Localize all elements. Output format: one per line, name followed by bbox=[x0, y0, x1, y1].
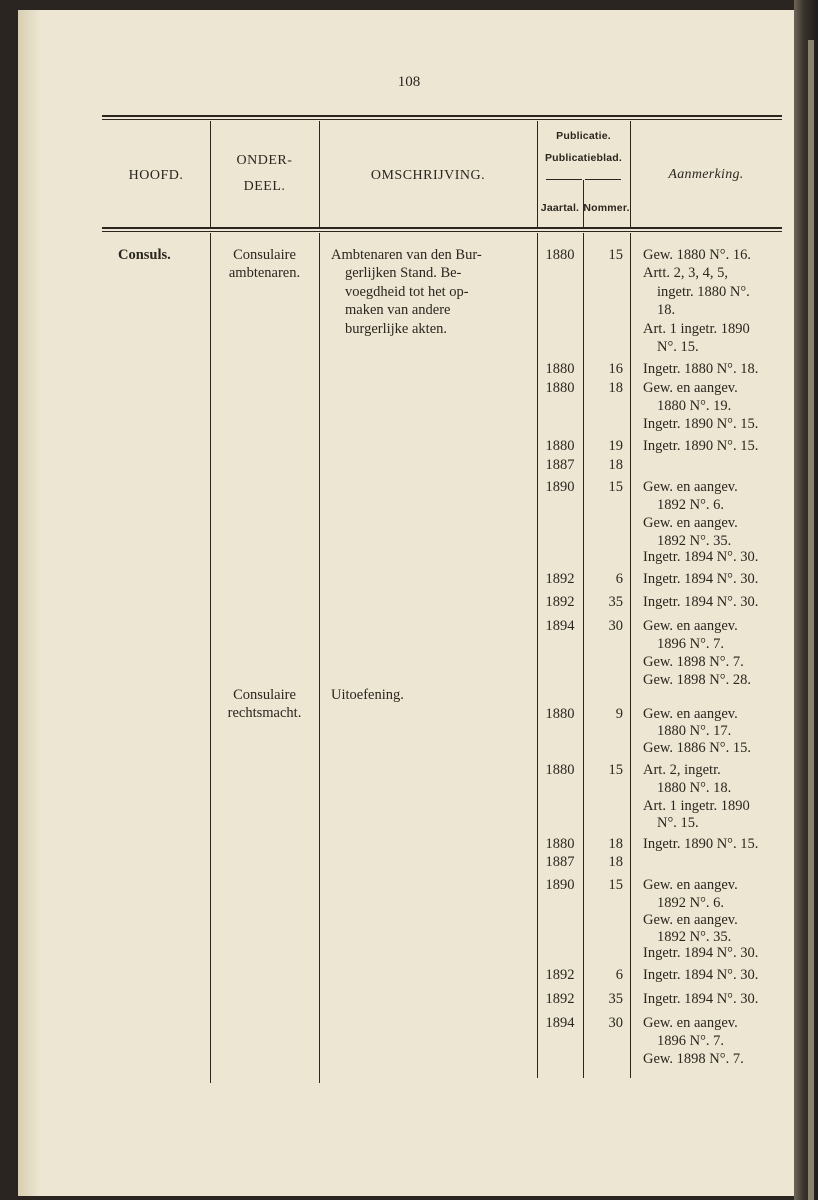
aanmerking-line: Gew. en aangev. bbox=[643, 706, 738, 722]
aanmerking-line: Ingetr. 1894 N°. 30. bbox=[643, 967, 759, 983]
nommer-cell: 15 bbox=[608, 877, 623, 893]
nommer-cell: 35 bbox=[608, 991, 623, 1007]
header-bottom-rule-thin bbox=[102, 231, 782, 232]
aanmerking-line: Gew. 1898 N°. 7. bbox=[643, 1051, 744, 1067]
aanmerking-line: 1892 N°. 6. bbox=[657, 497, 725, 513]
aanmerking-line: Gew. en aangev. bbox=[643, 515, 738, 531]
nommer-cell: 6 bbox=[615, 571, 623, 587]
column-divider bbox=[210, 233, 211, 1083]
aanmerking-line: Ingetr. 1894 N°. 30. bbox=[643, 571, 759, 587]
page-stack-edge bbox=[808, 40, 814, 1200]
nommer-cell: 6 bbox=[615, 967, 623, 983]
aanmerking-line: Gew. en aangev. bbox=[643, 912, 738, 928]
nommer-cell: 15 bbox=[608, 479, 623, 495]
omschrijving-line: maken van andere bbox=[345, 302, 451, 318]
aanmerking-line: 1896 N°. 7. bbox=[657, 1033, 725, 1049]
jaartal-cell: 1892 bbox=[545, 967, 575, 983]
jaartal-cell: 1890 bbox=[545, 877, 575, 893]
nommer-cell: 18 bbox=[608, 457, 623, 473]
nommer-cell: 9 bbox=[615, 706, 623, 722]
jaartal-cell: 1880 bbox=[545, 247, 575, 263]
jaartal-cell: 1880 bbox=[545, 380, 575, 396]
aanmerking-line: 1880 N°. 17. bbox=[657, 723, 732, 739]
jaartal-cell: 1880 bbox=[545, 762, 575, 778]
aanmerking-line: 1892 N°. 35. bbox=[657, 533, 732, 549]
omschrijving-line: Ambtenaren van den Bur- bbox=[331, 247, 482, 263]
aanmerking-line: Ingetr. 1894 N°. 30. bbox=[643, 945, 759, 961]
aanmerking-line: Ingetr. 1894 N°. 30. bbox=[643, 549, 759, 565]
aanmerking-line: Gew. 1880 N°. 16. bbox=[643, 247, 751, 263]
onderdeel-consulaire-rechtsmacht-line2: rechtsmacht. bbox=[227, 705, 302, 721]
aanmerking-line: Gew. 1898 N°. 28. bbox=[643, 672, 751, 688]
column-divider bbox=[319, 233, 320, 1083]
header-top-rule bbox=[102, 115, 782, 117]
aanmerking-line: Gew. en aangev. bbox=[643, 1015, 738, 1031]
aanmerking-line: Artt. 2, 3, 4, 5, bbox=[643, 265, 728, 281]
aanmerking-line: ingetr. 1880 N°. bbox=[657, 284, 750, 300]
header-bottom-rule bbox=[102, 227, 782, 229]
omschrijving-line: burgerlijke akten. bbox=[345, 321, 448, 337]
header-hoofd: HOOFD. bbox=[128, 168, 184, 183]
nommer-cell: 15 bbox=[608, 247, 623, 263]
aanmerking-line: Art. 1 ingetr. 1890 bbox=[643, 798, 750, 814]
aanmerking-line: 1880 N°. 19. bbox=[657, 398, 732, 414]
nommer-cell: 18 bbox=[608, 380, 623, 396]
jaartal-cell: 1890 bbox=[545, 479, 575, 495]
aanmerking-line: 1892 N°. 6. bbox=[657, 895, 725, 911]
header-top-rule-thin bbox=[102, 119, 782, 120]
jaartal-cell: 1880 bbox=[545, 706, 575, 722]
jaartal-cell: 1887 bbox=[545, 854, 575, 870]
hoofd-consuls: Consuls. bbox=[118, 247, 171, 263]
omschrijving-line: voegdheid tot het op- bbox=[345, 284, 469, 300]
header-jaartal: Jaartal. bbox=[540, 202, 580, 214]
aanmerking-line: Gew. 1898 N°. 7. bbox=[643, 654, 744, 670]
onderdeel-consulaire-ambtenaren-line2: ambtenaren. bbox=[228, 265, 301, 281]
omschrijving-line: gerlijken Stand. Be- bbox=[345, 265, 462, 281]
jaartal-cell: 1880 bbox=[545, 438, 575, 454]
aanmerking-line: Gew. 1886 N°. 15. bbox=[643, 740, 751, 756]
publicatie-brace-left bbox=[546, 179, 582, 180]
aanmerking-line: Gew. en aangev. bbox=[643, 380, 738, 396]
aanmerking-line: Gew. en aangev. bbox=[643, 877, 738, 893]
nommer-cell: 18 bbox=[608, 836, 623, 852]
aanmerking-line: Gew. en aangev. bbox=[643, 618, 738, 634]
aanmerking-line: Ingetr. 1890 N°. 15. bbox=[643, 836, 759, 852]
aanmerking-line: 1880 N°. 18. bbox=[657, 780, 732, 796]
jaartal-cell: 1880 bbox=[545, 836, 575, 852]
aanmerking-line: Gew. en aangev. bbox=[643, 479, 738, 495]
aanmerking-line: Ingetr. 1890 N°. 15. bbox=[643, 438, 759, 454]
aanmerking-line: Art. 2, ingetr. bbox=[643, 762, 721, 778]
jaartal-cell: 1892 bbox=[545, 594, 575, 610]
nommer-cell: 19 bbox=[608, 438, 623, 454]
page-number: 108 bbox=[397, 74, 421, 90]
omschrijving-uitoefening: Uitoefening. bbox=[331, 687, 404, 703]
nommer-cell: 35 bbox=[608, 594, 623, 610]
jaartal-cell: 1894 bbox=[545, 1015, 575, 1031]
publicatie-brace-right bbox=[585, 179, 621, 180]
book-spine-shadow bbox=[794, 0, 818, 1200]
aanmerking-line: Ingetr. 1890 N°. 15. bbox=[643, 416, 759, 432]
nommer-cell: 18 bbox=[608, 854, 623, 870]
header-publicatie: Publicatie. bbox=[556, 130, 611, 142]
aanmerking-line: 1896 N°. 7. bbox=[657, 636, 725, 652]
column-divider bbox=[210, 121, 211, 227]
nommer-cell: 30 bbox=[608, 1015, 623, 1031]
onderdeel-consulaire-rechtsmacht-line1: Consulaire bbox=[233, 687, 296, 703]
aanmerking-line: Art. 1 ingetr. 1890 bbox=[643, 321, 750, 337]
jaartal-cell: 1892 bbox=[545, 571, 575, 587]
jaartal-cell: 1887 bbox=[545, 457, 575, 473]
aanmerking-line: 1892 N°. 35. bbox=[657, 929, 732, 945]
header-omschrijving: OMSCHRIJVING. bbox=[370, 168, 486, 183]
aanmerking-line: Ingetr. 1894 N°. 30. bbox=[643, 594, 759, 610]
aanmerking-line: 18. bbox=[657, 302, 676, 318]
aanmerking-line: Ingetr. 1880 N°. 18. bbox=[643, 361, 759, 377]
onderdeel-consulaire-ambtenaren-line1: Consulaire bbox=[233, 247, 296, 263]
aanmerking-line: Ingetr. 1894 N°. 30. bbox=[643, 991, 759, 1007]
header-aanmerking: Aanmerking. bbox=[668, 167, 744, 182]
aanmerking-line: N°. 15. bbox=[657, 815, 699, 831]
nommer-cell: 16 bbox=[608, 361, 623, 377]
nommer-cell: 15 bbox=[608, 762, 623, 778]
page-left-edge bbox=[18, 10, 40, 1196]
header-nommer: Nommer. bbox=[583, 202, 630, 214]
jaartal-cell: 1880 bbox=[545, 361, 575, 377]
jaartal-cell: 1892 bbox=[545, 991, 575, 1007]
column-divider bbox=[630, 233, 631, 1078]
nommer-cell: 30 bbox=[608, 618, 623, 634]
header-onderdeel-line2: DEEL. bbox=[243, 179, 286, 194]
jaartal-cell: 1894 bbox=[545, 618, 575, 634]
header-onderdeel-line1: ONDER- bbox=[236, 153, 293, 168]
header-publicatieblad: Publicatieblad. bbox=[544, 152, 623, 164]
aanmerking-line: N°. 15. bbox=[657, 339, 699, 355]
